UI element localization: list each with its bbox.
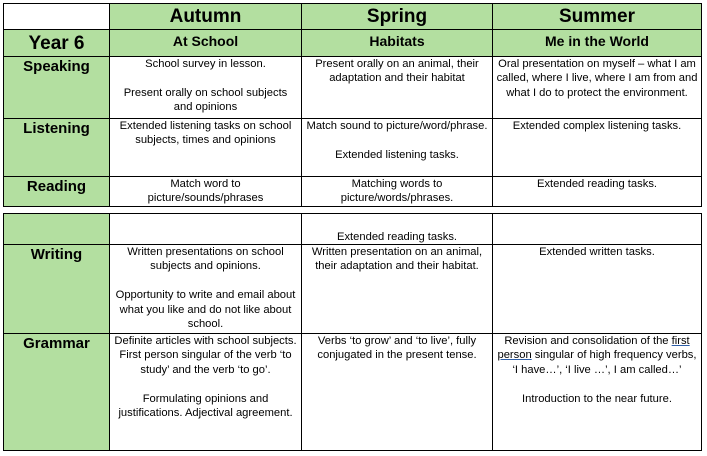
reading-row xyxy=(4,177,702,207)
reading-continued-spring xyxy=(302,214,493,245)
reading-continued-row xyxy=(4,214,702,245)
season-autumn: Autumn xyxy=(110,4,302,30)
reading-spring xyxy=(302,177,493,207)
grammar-autumn-text-2: Formulating opinions and justifications. Adjectival agreement. xyxy=(118,392,293,420)
reading-summer xyxy=(493,177,702,207)
listening-summer-text: Extended complex listening tasks. xyxy=(512,120,682,132)
row-label-listening: Listening xyxy=(4,119,110,177)
grammar-summer-text-post: singular of high frequency verbs, ‘I have…’, ‘I live …’, I am called…’ xyxy=(512,349,697,376)
topic-autumn: At School xyxy=(110,30,302,57)
topic-summer: Me in the World xyxy=(493,30,702,57)
curriculum-table-bottom xyxy=(3,213,702,451)
topic-header-row xyxy=(4,30,702,57)
season-spring: Spring xyxy=(302,4,493,30)
writing-spring xyxy=(302,245,493,334)
row-label-grammar: Grammar xyxy=(4,334,110,451)
corner-cell xyxy=(4,4,110,30)
reading-summer-text: Extended reading tasks. xyxy=(536,178,658,190)
season-header-row xyxy=(4,4,702,30)
grammar-spring xyxy=(302,334,493,451)
grammar-spring-text: Verbs ‘to grow’ and ‘to live’, fully conjugated in the present tense. xyxy=(317,335,477,362)
reading-continued-summer xyxy=(493,214,702,245)
grammar-summer-underlined: first person xyxy=(497,335,690,362)
reading-spring-text-2: Extended reading tasks. xyxy=(336,230,458,243)
grammar-summer xyxy=(493,334,702,451)
row-label-reading: Reading xyxy=(4,177,110,207)
reading-spring-text: Matching words to picture/words/phrases. xyxy=(340,178,454,205)
year-label: Year 6 xyxy=(4,30,110,57)
speaking-spring-text: Present orally on an animal, their adaptation and their habitat xyxy=(315,58,479,85)
row-label-speaking: Speaking xyxy=(4,57,110,119)
speaking-autumn-text-2: Present orally on school subjects and opinions xyxy=(123,86,288,114)
reading-continued-label-cell xyxy=(4,214,110,245)
grammar-summer-text-1 xyxy=(496,334,698,377)
curriculum-table-top xyxy=(3,3,702,207)
grammar-summer-text-pre: Revision and consolidation of the xyxy=(504,335,672,347)
writing-autumn-text-2: Opportunity to write and email about what you like and do not like about school. xyxy=(115,289,296,331)
listening-summer xyxy=(493,119,702,177)
listening-autumn-text: Extended listening tasks on school subjects, times and opinions xyxy=(119,120,292,147)
listening-spring-text-2: Extended listening tasks. xyxy=(335,148,459,161)
grammar-summer-text-2: Introduction to the near future. xyxy=(522,392,672,405)
grammar-autumn-text-1: Definite articles with school subjects. First person singular of the verb ‘to study’ and the verb ‘to go’. xyxy=(114,335,297,376)
speaking-summer xyxy=(493,57,702,119)
row-label-writing: Writing xyxy=(4,245,110,334)
grammar-autumn xyxy=(110,334,302,451)
writing-autumn-text-1: Written presentations on school subjects and opinions. xyxy=(127,246,284,273)
reading-autumn xyxy=(110,177,302,207)
season-summer: Summer xyxy=(493,4,702,30)
listening-spring xyxy=(302,119,493,177)
writing-row xyxy=(4,245,702,334)
speaking-summer-text: Oral presentation on myself – what I am called, where I live, where I am from and what I do to protect the environment. xyxy=(496,58,698,99)
speaking-spring xyxy=(302,57,493,119)
writing-summer-text: Extended written tasks. xyxy=(539,246,655,258)
reading-autumn-text: Match word to picture/sounds/phrases xyxy=(147,178,264,205)
listening-spring-text-1: Match sound to picture/word/phrase. xyxy=(306,120,488,132)
grammar-row xyxy=(4,334,702,451)
writing-autumn xyxy=(110,245,302,334)
speaking-autumn xyxy=(110,57,302,119)
listening-autumn xyxy=(110,119,302,177)
topic-spring: Habitats xyxy=(302,30,493,57)
writing-summer xyxy=(493,245,702,334)
speaking-autumn-text-1: School survey in lesson. xyxy=(145,58,266,70)
reading-continued-autumn xyxy=(110,214,302,245)
listening-row xyxy=(4,119,702,177)
speaking-row xyxy=(4,57,702,119)
writing-spring-text: Written presentation on an animal, their adaptation and their habitat. xyxy=(311,246,483,273)
